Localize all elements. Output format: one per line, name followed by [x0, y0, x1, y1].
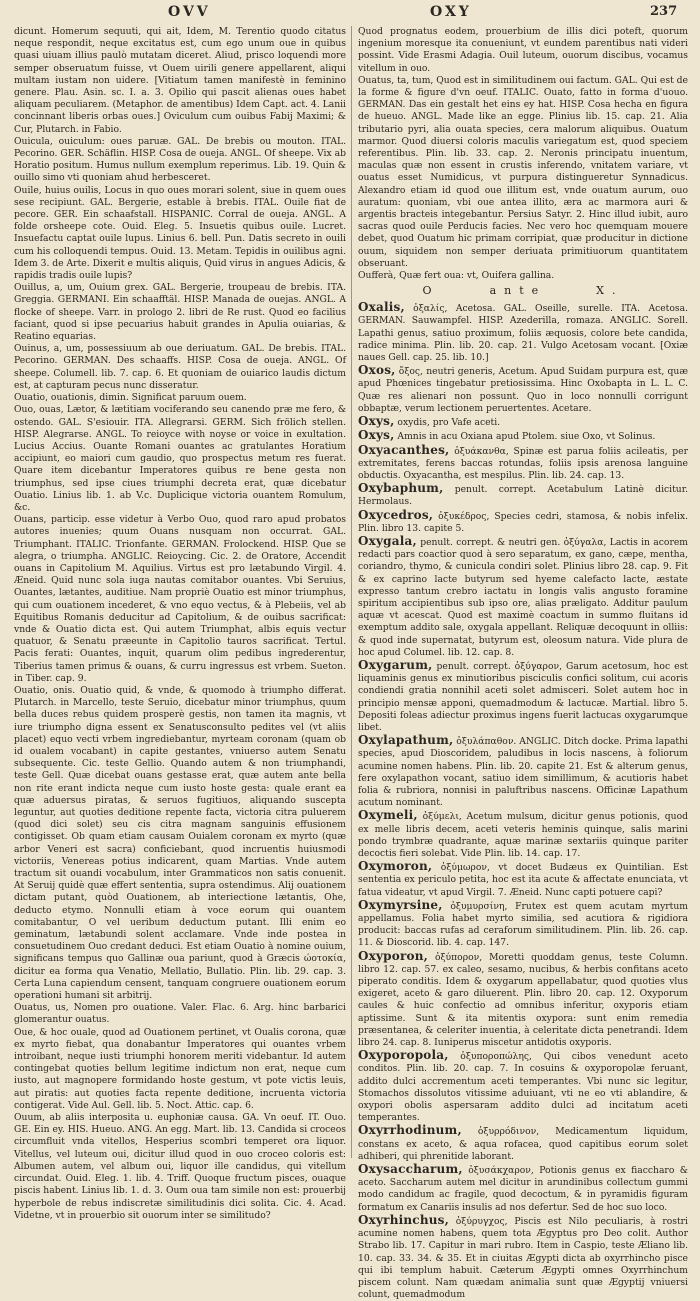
dictionary-entry	[358, 482, 688, 508]
entry-headword: Oxymyrsine,	[358, 897, 443, 912]
dictionary-entry	[358, 1163, 688, 1214]
entry-headword: Oxyrrhodinum,	[358, 1123, 462, 1138]
dictionary-entry	[358, 1214, 688, 1301]
entry-body: ὀξυμυρσίνη, Frutex est quem acutam myrtum appellamus. Folia habet myrto similia, sed acutiora & rigidiora producit: baccas rufas ad ceraforum similitudinem. Plin. lib. 26. cap. 11. & Dioscorid. lib. 4. cap. 147.	[358, 900, 688, 949]
dictionary-entry	[358, 429, 688, 443]
entry-text: Ouile, huius ouilis, Locus in quo oues morari solent, siue in quem oues sese recipiunt. GAL. Bergerie, estable à brebis. ITAL. Ouile fiat de pecore. GER. Ein schaafstall. HISPANIC. Corral de oueja. ANGL. A folde orsheepe cote. Ouid. Eleg. 5. Insuetis quibus ouile. Lucret. Insuefactu captat ouile lupus. Linius 6. bell. Pun. Datis secreto in ouili cum his colloquendi tempus. Ouid. 13. Metam. Tepidis in ouilibus agni. Idem 3. de Arte. Dixerit e multis aliquis, Quid virus in angues Adicis, & rapidis tradis ouile lupis?	[14, 184, 346, 282]
entry-body: ὀξαλίς, Acetosa. GAL. Oseille, surelle. ITA. Acetosa. GERMAN. Sauwampfel. HISP. Azederilla, romaza. ANGLIC. Sorell. Lapathi genus, satiuo proximum, foliis æquosis, colore bete candida, radice minima. Plin. lib. 20. cap. 21. Vulgo Acetosam vocant. [Oxiæ naues Gell. cap. 25. lib. 10.]	[358, 303, 688, 364]
right-entries	[358, 301, 688, 1301]
dictionary-entry	[358, 301, 688, 364]
entry-body: ὀξύμωρον, vt docet Budæus ex Quintilian. Est sententia ex periculo petita, hoc est ita acute & affectate enunciata, vt fatua videatur, vt apud Virgil. 7. Æneid. Nunc capti potuere capi?	[358, 862, 688, 898]
entry-headword: Oxybaphum,	[358, 481, 444, 496]
entry-text: Quod prognatus eodem, prouerbium de illis dici poteft, quorum ingenium moresque ita conueniunt, vt eundem parentibus nati videri possint. Vide Erasmi Adagia. Ouil luteum, ouorum discibus, vocamus vitellum in ouo.	[358, 26, 688, 74]
dictionary-entry	[358, 860, 688, 899]
entry-body: ὀξύπορον, Moretti quoddam genus, teste Column. libro 12. cap. 57. ex caleo, sesamo, nucibus, & herbis confitans aceto piperato conditis. Idem & oxygarum appellabatur, quod quoties vlus exigeret, aceto & garo diluerent. Plin. libro 20. cap. 12. Oxyporum caules & huic confectio ad omnibus inferitur, oxyporis etiam aptissime. Sunt & ita mitentis oxypora: sunt enim remedia præsentanea, & celeriter inuentia, à celeritate dicta penetrandi. Idem libro 24. cap. 8. Iuniperus miscetur antidotis oxyporis.	[358, 951, 688, 1049]
dictionary-entry	[358, 1124, 688, 1163]
entry-body: ὄξος, neutri generis, Acetum. Apud Suidam purpura est, quæ apud Phœnices tingebatur pretiosissima. Hinc Oxobapta in L. L. C. Quæ res alienari non possunt. Quo in loco nonnulli corrigunt obbaptæ, verum lectionem peruertentes. Acetare.	[358, 366, 688, 414]
entry-body: oxydis, pro Vafe aceti.	[394, 417, 501, 429]
entry-headword: Oxymoron,	[358, 859, 433, 874]
dictionary-entry	[358, 509, 688, 535]
entry-text: Oue, & hoc ouale, quod ad Ouationem pertinet, vt Oualis corona, quæ ex myrto fiebat, qua donabantur Imperatores qui ouantes vrbem introibant, neque iusti triumphi honorem meriti videbantur. Id autem contingebat quoties bellum legitime indictum non erat, neque cum iusto, aut magnopere formidando hoste gestum, vt pote victis leuis, aut piratis: aut quoties facta repente deditione, incruenta victoria contigerat. Vide Aul. Gell. lib. 5. Noct. Attic. cap. 6.	[14, 1026, 346, 1111]
dictionary-entry	[358, 535, 688, 659]
entry-body: ὀξυκέδρος, Species cedri, stamosa, & nobis infelix. Plin. libro 13. capite 5.	[358, 510, 688, 534]
entry-text: Ouatio, ouationis, dimin. Significat paruum ouem.	[14, 392, 247, 404]
entry-text: Ouinus, a, um, possessiuum ab oue deriuatum. GAL. De brebis. ITAL. Pecorino. GERMAN. Des schaaffs. HISP. Cosa de oueja. ANGL. Of sheepe. Columell. lib. 7. cap. 6. Et quoniam de ouiarico laudis dictum est, at capturam pecus nunc disseratur.	[14, 343, 346, 391]
dictionary-entry	[358, 809, 688, 860]
entry-text: Ouicula, ouiculum: oues paruæ. GAL. De brebis ou mouton. ITAL. Pecorino. GER. Schäflin. HISP. Cosa de oueja. ANGL. Of sheepe. Vix ab Horatio positum. Humus nullum exemplum reperimus. Lib. 19. Quin & ouillo simo vti quoniam ahud herbesceret.	[14, 135, 346, 184]
entry-headword: Oxygarum,	[358, 657, 433, 672]
right-running-title: OXY	[430, 4, 472, 20]
dictionary-entry	[358, 899, 688, 950]
dictionary-entry	[358, 444, 688, 483]
dictionary-entry	[358, 734, 688, 809]
entry-headword: Oxygala,	[358, 533, 417, 548]
entry-text: Ouans, particip. esse videtur à Verbo Ouo, quod raro apud probatos autores inuenies; quum Ouans nusquam non occurrat. GAL. Triumphant. ITALIC. Trionfante. GERMAN. Frolockend. HISP. Que se alegra, o triumpha. ANGLIC. Reioycing. Cic. 2. de Oratore, Accendit ouans in Capitolium M. Aquilius. Virtus est pro lætabundo Virgil. 4. Æneid. Quid nunc sola iuga nautas comitabor ouantes. Vbi Seruius, Ouantes, lætantes, auditiue. Nam propriè Ouatio est minor triumphus, qui cum ouationem incederet, & vno equo vectus, & à Plebeiis, vel ab Equitibus Romanis deducitur ad Capitolium, & de ouibus sacrificat: vnde & Ouatio dicta est. Qui autem Triumphat, albis equis vectur quatuor, & Senatu præeunte in Capitolio tauros sacrificat. Tertul. Pacis ferati: Ouantes, inquit, quarum olim pedibus ingrederentur, Tiberius tamen primus & ouans, & curru ingressus est vrbem. Sueton. in Tiber. cap. 9.	[14, 514, 346, 684]
entry-body: ὀξυρρόδινον, Medicamentum liquidum, constans ex aceto, & aqua rofacea, quod capitibus eorum solet adhiberi, qui phrenitide laborant.	[358, 1126, 688, 1162]
entry-headword: Oxyporon,	[358, 948, 429, 963]
entry-body: ὀξυάκανθα, Spinæ est parua foliis acileatis, per extremitates, ferens baccas rotundas, foliis ipsis arenosa languine obductis. Oxyacantha, est mespilus. Plin. lib. 24. cap. 13.	[358, 445, 688, 481]
entry-headword: Oxalis,	[358, 300, 405, 315]
entry-text: Ouum, ab aliis interposita u. euphoniæ causa. GA. Vn oeuf. IT. Ouo. GE. Ein ey. HIS. Hueuo. ANG. An egg. Mart. lib. 13. Candida si croceos circumfluit vnda vitellos, Hesperius scombri temperet ora liquor. Vitellus, vel luteum oui, dicitur illud quod in ouo croceo coloris est: Albumen autem, vel album oui, liquor ille candidus, qui vitellum circundat. Ouid. Eleg. 1. lib. 4. Triff. Quoque fructum pisces, ouaque piscis habent. Linius lib. 1. d. 3. Oum oua tam simile non est: prouerbij hyperbole de rebus indiscretæ similitudinis dici solita. Cic. 4. Acad. Videtne, vt in prouerbio sit ouorum inter se similitudo?	[14, 1112, 346, 1221]
entry-headword: Oxylapathum,	[358, 733, 454, 748]
left-running-title: OVV	[168, 4, 211, 20]
dictionary-entry	[358, 1049, 688, 1124]
entry-headword: Oxycedros,	[358, 507, 434, 522]
entry-headword: Oxyrhinchus,	[358, 1212, 449, 1227]
page-number: 237	[650, 4, 678, 19]
dictionary-entry	[358, 364, 688, 415]
entry-body: penult. corrept. Acetabulum Latinè dicitur. Hermolaus.	[358, 484, 688, 508]
entry-body: penult. corrept. & neutri gen. ὀξύγαλα, Lactis in acorem redacti pars coactior quod à sero separatum, ex gano, cæpe, mentha, coriandro, thymo, & cunicula condiri solet. Plinius libro 28. cap. 9. Fit & ex caprino lacte butyrum sed hyeme calefacto lacte, æstate expresso tantum crebro iactatu in longis valis angusto foramine spiritum accipientibus sub ipso ore, alias præligato. Additur paulum aquæ vt acescat. Quod est maximè coactum in summo fluitans id exemptum addito sale, oxygala appellant. Reliquæ decoquunt in olliis: & quod inde supernatat, butyrum est, oleosum natura. Vide plura de hoc apud Columel. lib. 12. cap. 8.	[358, 536, 688, 658]
dictionary-entry	[358, 415, 688, 429]
left-column	[14, 26, 346, 1221]
entry-text: Ouatus, us, Nomen pro ouatione. Valer. Flac. 6. Arg. hinc barbarici glomerantur ouatus.	[14, 1002, 346, 1026]
entry-body: ὀξυλάπαθον. ANGLIC. Ditch docke. Prima lapathi species, apud Dioscoridem, paludibus in locis nascens, à foliorum acumine nomen habens. Plin. lib. 20. capite 21. Est & alterum genus, fere oxylapathon vocant, satiuo idem simillimum, & acutioris habet folia & rubriora, nonnisi in paluftribus nascens. Officinæ Lapathum acutum nominant.	[358, 736, 688, 809]
entry-body: ὀξυσάκχαρον, Potionis genus ex fiaccharo & aceto. Saccharum autem mel dicitur in arundinibus collectum gummi modo candidum ac fragile, quod decoctum, & in pyramidis figuram formatum ex Canariis insulis ad nos defertur. Sed de hoc suo loco.	[358, 1165, 688, 1213]
entry-text: dicunt. Homerum sequuti, qui ait, Idem, M. Terentio quodo citatus neque respondit, neque excitatus est, cum ego unum oue in quibus quasi uiuam illius paulò mutatam diceret. Aliud, prisco loquendi more semper obseruatum fuisse, vt Ouem uirili genere appellarent, aliqui multam iustam non uidere. [Vitiatum tamen manifestè in feminino genere. Plau. Asin. sc. I. a. 3. Opilio qui pascit alienas oues habet aliquam peculiarem. (Metaphor. de amentibus) Idem Capt. act. 4. Lanii concinnant liberis orbas oues.] Oviculum cum ouibus Fabij Maximi; & Cur, Plutarch. in Fabio.	[14, 26, 346, 135]
entry-headword: Oxys,	[358, 414, 395, 429]
right-column	[358, 26, 688, 1301]
entry-text: Ouatus, ta, tum, Quod est in similitudinem oui factum. GAL. Qui est de la forme & figure d'vn oeuf. ITALIC. Ouato, fatto in forma d'uouo. GERMAN. Das ein gestalt het eins ey hat. HISP. Cosa hecha en figura de hueuo. ANGL. Made like an egge. Plinius lib. 15. cap. 21. Alia tributario pyri, alia ouata species, cera malorum aliquibus. Ouatum marmor. Quod diuersi coloris maculis variegatum est, quod speciem referentibus. Plin. lib. 33. cap. 2. Neronis principatu inuentum, maculas quæ non essent in crustis inferendo, vnitatem variare, vt ouatus esset Numidicus, vt purpura distingueretur Synnadicus. Alexandro etiam id quod oue illitum est, vnde ouatum aurum, ouo auratum: quoniam, vbi oue antea illito, æra ac marmora auri & argentis bracteis integebantur. Persius Satyr. 2. Hinc illud iubit, auro sacras quod ouile Perducis facies. Nec vero hoc quemquam mouere debet, quod Ouatum hic primam corripiat, quæ producitur in dictione ouum, siquidem non semper deriuata primitiuorum quantitatem obseruant.	[358, 74, 688, 269]
entry-body: Amnis in acu Oxiana apud Ptolem. siue Oxo, vt Solinus.	[394, 431, 656, 443]
running-header	[0, 4, 700, 22]
section-word-ante: ante	[489, 284, 547, 298]
entry-headword: Oxysaccharum,	[358, 1162, 463, 1177]
dictionary-entry	[358, 950, 688, 1050]
entry-text: Ouillus, a, um, Ouium grex. GAL. Bergerie, troupeau de brebis. ITA. Greggia. GERMANI. Ein schaafftäl. HISP. Manada de ouejas. ANGL. A flocke of sheepe. Varr. in prologo 2. libri de Re rust. Quod eo facilius faciant, quod si ipse pecuarius habuit grandes in Apulia ouiarias, & Reatino equarias.	[14, 282, 346, 343]
dictionary-entry	[358, 659, 688, 734]
entry-headword: Oxyporopola,	[358, 1048, 449, 1063]
section-letter-o: O	[422, 284, 440, 298]
entry-headword: Oxymeli,	[358, 808, 418, 823]
entry-headword: Oxos,	[358, 363, 396, 378]
entry-body: ὀξύρυγχος, Piscis est Nilo peculiaris, à rostri acumine nomen habens, quem tota Ægyptus pro Deo colit. Author Strabo lib. 17. Capitur in mari rubro. Item in Caspio, teste Æliano lib. 10. cap. 33. 34. & 35. Et in ciuitas Ægypti dicta ab oxyrrhincho pisce qui ibi templum habuit. Cæterum Ægypti omnes Oxyrrhinchum piscem colunt. Nam quædam animalia sunt quæ Ægyptij vniuersi colunt, quemadmodum	[358, 1215, 688, 1301]
entry-body: ὀξυποροπώλης, Qui cibos venedunt aceto conditos. Plin. lib. 20. cap. 7. In cosuins & oxyporopolæ feruant, addito dulci accrementum aceti temperantes. Vbi nunc sic legitur, Stomachos dissolutos vitissime aduiuant, vti ne eo vti ablandire, & oxypori obolis aspersaram addito dulci ad incitatum aceti temperantes.	[358, 1051, 688, 1124]
entry-headword: Oxys,	[358, 428, 395, 443]
column-divider	[351, 26, 352, 1158]
entry-text: Ouo, ouas, Lætor, & lætitiam vociferando seu canendo præ me fero, & ostendo. GAL. S'esiouir. ITA. Allegrarsi. GERM. Sich frölich stellen. HISP. Alegrarse. ANGL. To reioyce with noyse or voice in exultation. Lucius Accius. Ouante Romani ouantes ac gratulantes Horatium accipiunt, eo maiori cum gaudio, quo prospectus metum res fuerat. Quare item dicebantur Imperatores quibus re bene gesta non triumphus, sed ipse ciues triumphi decreta erat, quæ dicebatur Ouatio. Linius lib. 1. ab V.c. Duplicique victoria ouantem Romulum, &c.	[14, 404, 346, 513]
entry-body: ὀξύμελι, Acetum mulsum, dicitur genus potionis, quod ex melle libris decem, aceti veteris heminis quinque, salis marini pondo trymbræ quadrante, aquæ marinæ sextariis quinque pariter decoctis fieri solebat. Vide Plin. lib. 14. cap. 17.	[358, 811, 688, 859]
section-heading	[358, 284, 688, 297]
entry-body: penult. corrept. ὀξύγαρον, Garum acetosum, hoc est liquaminis genus ex minutioribus pisciculis confici solitum, cui acoris condiendi gratia nonnihil aceti solet admisceri. Solet autem hoc in principio mensæ apponi, quemadmodum & lactucæ. Martial. libro 5. Depositi foleas adiectur proximus ingens fuerit lactucas oxygarumque libet.	[358, 660, 688, 733]
entry-headword: Oxyacanthes,	[358, 442, 450, 457]
entry-text: Oufferà, Quæ fert oua: vt, Ouifera gallina.	[358, 270, 555, 282]
entry-text: Ouatio, onis. Ouatio quid, & vnde, & quomodo à triumpho differat. Plutarch. in Marcello, teste Seruio, dicebatur minor triumphus, quum bella duces rebus quidem prosperè gestis, non tamen ita magnis, vt iure triumpho digna essent ex Senatusconsulto pedites vel (vt aliis placet) equo vecti vrbem ingrediebantur, myrteam coronam (quam ob id oualem vocabant) in capite gestantes, vniuerso autem Senatu subsequente. Cic. teste Gellio. Quando autem & non triumphandi, teste Gell. Quæ dicebat ouans gestasse erat, quæ autem ante bella non rite erant indicta neque cum iusto hoste gesta: quale erant ea quæ aduersus piratas, & seruos fugitiuos, aliquando suscepta leguntur, aut quoties deditione repente facta, victoria citra puluerem (quod dici solet) seu cis citra magnam sanguinis effusionem contigisset. Ob quam etiam causam Ouialem coronam ex myrto (quæ arbor Veneri est sacra) conficiebant, quod incruentis huiusmodi victoriis, Venereas potius indicarent, quam Martias. Vnde autem tractum sit ouandi vocabulum, inter Grammaticos non satis conuenit. At Seruij quidè quæ effert sententia, supra ostendimus. Alij ouationem dictam putant, quòd Ouationem, ab interiectione lætantis, Ohe, deducto etymo. Nonnulli etiam à voce eorum qui ouantem comitabantur, O vel ueribum deductum putant. Illi enim eo geminatum, lætabundi solent acclamare. Vnde inde postea in consuetudinem Ouo credant deduci. Est etiam Ouatio à nomine ouium, significans tempus quo Gallinæ oua pariunt, quod à Græcis ώοτοκία, dicitur ea forma qua Venatio, Mellatio, Bullatio. Plin. lib. 29. cap. 3. Certa Luna capiendum censent, tanquam congruere ouationem eorum operationi humani sit arbitrij.	[14, 684, 346, 1002]
section-letter-x: X.	[596, 284, 624, 298]
